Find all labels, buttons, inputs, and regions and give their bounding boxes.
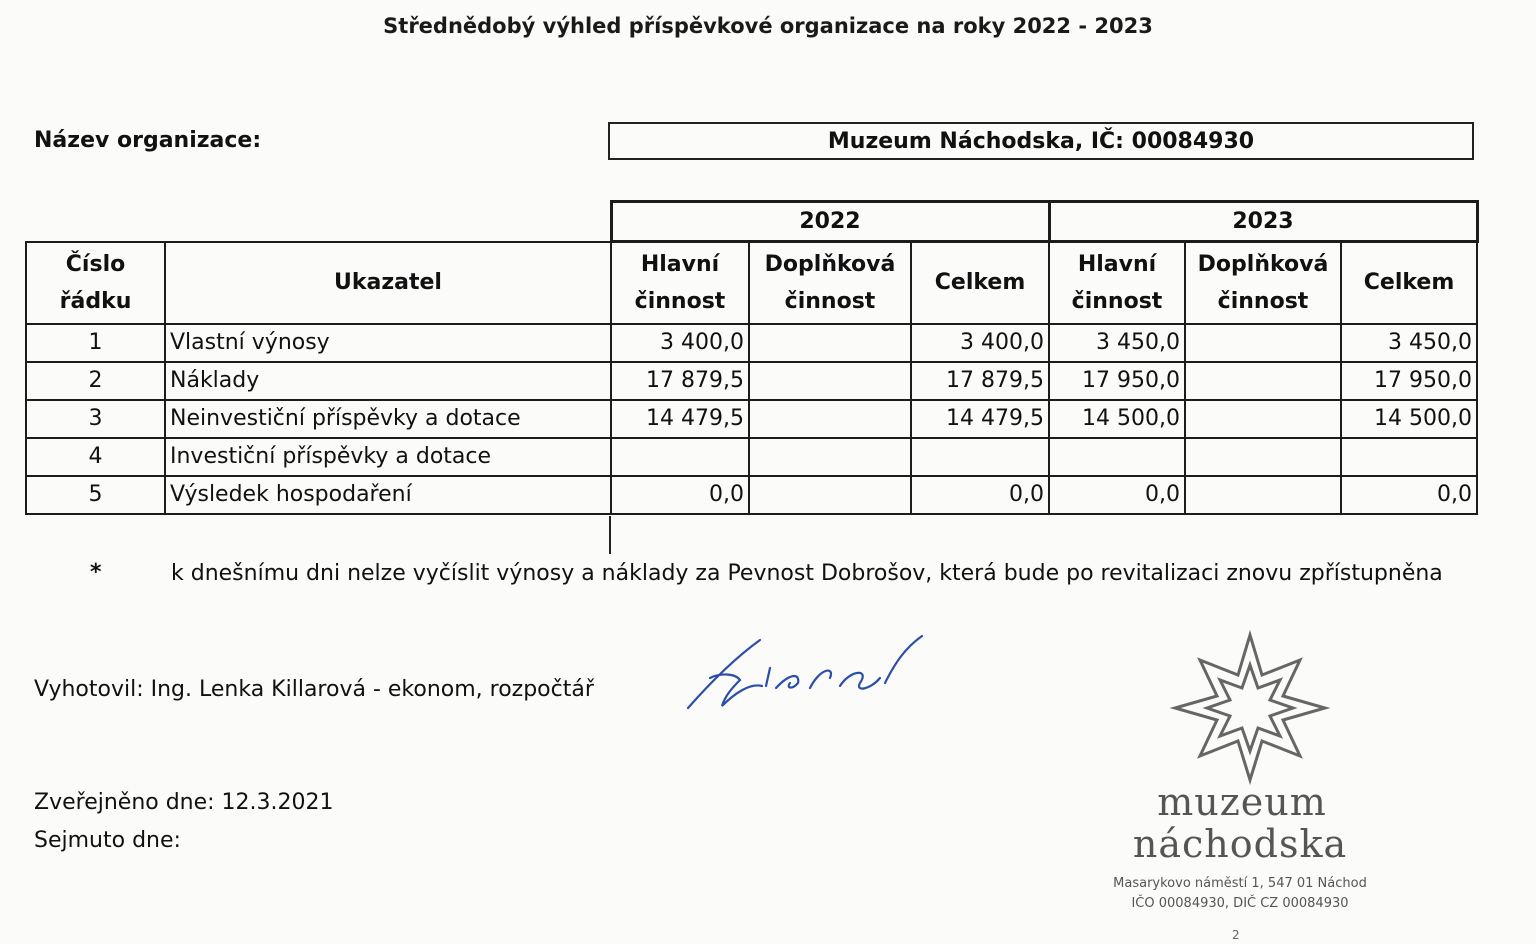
supp-header-line1: Doplňková	[1197, 251, 1329, 277]
cell-y2023-total: 3 450,0	[1341, 324, 1477, 362]
supp-header-line2: činnost	[1217, 288, 1309, 314]
cell-y2023-supp	[1185, 362, 1341, 400]
cell-y2023-supp	[1185, 400, 1341, 438]
cell-no: 2	[26, 362, 165, 400]
cell-y2022-main: 17 879,5	[611, 362, 749, 400]
budget-outlook-table	[25, 200, 1479, 515]
cell-y2022-main: 14 479,5	[611, 400, 749, 438]
cell-y2022-supp	[749, 362, 911, 400]
document-title: Střednědobý výhled příspěvkové organizace na roky 2022 - 2023	[383, 14, 1153, 38]
cell-no: 1	[26, 324, 165, 362]
year-header-2023: 2023	[1049, 202, 1477, 242]
cell-y2022-total: 0,0	[911, 476, 1049, 514]
stamp-ids: IČO 00084930, DIČ CZ 00084930	[1131, 896, 1349, 911]
cell-indicator: Výsledek hospodaření	[165, 476, 611, 514]
cell-y2023-main: 0,0	[1049, 476, 1185, 514]
cell-y2023-main	[1049, 438, 1185, 476]
cell-y2023-main: 17 950,0	[1049, 362, 1185, 400]
stamp-name-line1: muzeum	[1157, 780, 1327, 824]
column-header-row-number	[26, 242, 165, 324]
column-header-supp-2022	[749, 242, 911, 324]
cell-y2022-supp	[749, 324, 911, 362]
page-number: 2	[1232, 928, 1240, 942]
cell-y2023-main: 14 500,0	[1049, 400, 1185, 438]
cell-y2022-total	[911, 438, 1049, 476]
cell-y2022-supp	[749, 400, 911, 438]
cell-indicator: Investiční příspěvky a dotace	[165, 438, 611, 476]
table-row	[26, 324, 1477, 362]
cell-y2022-total: 17 879,5	[911, 362, 1049, 400]
removed-date: Sejmuto dne:	[34, 828, 181, 853]
table-extension-line	[609, 516, 611, 554]
supp-header-line2: činnost	[784, 288, 876, 314]
main-header-line1: Hlavní	[640, 251, 720, 277]
cell-y2023-total: 14 500,0	[1341, 400, 1477, 438]
column-header-total-2022: Celkem	[911, 242, 1049, 324]
cell-indicator: Náklady	[165, 362, 611, 400]
cell-y2023-main: 3 450,0	[1049, 324, 1185, 362]
main-header-line2: činnost	[1071, 288, 1163, 314]
organization-label: Název organizace:	[34, 128, 262, 153]
table-row	[26, 362, 1477, 400]
cell-no: 5	[26, 476, 165, 514]
main-header-line1: Hlavní	[1077, 251, 1157, 277]
main-header-line2: činnost	[634, 288, 726, 314]
stamp-address: Masarykovo náměstí 1, 547 01 Náchod	[1113, 876, 1367, 891]
row-number-header-line1: Číslo	[65, 251, 126, 277]
cell-y2023-total: 17 950,0	[1341, 362, 1477, 400]
cell-y2022-supp	[749, 438, 911, 476]
year-header-2022: 2022	[611, 202, 1049, 242]
cell-y2022-supp	[749, 476, 911, 514]
cell-y2022-total: 14 479,5	[911, 400, 1049, 438]
table-row	[26, 438, 1477, 476]
cell-no: 3	[26, 400, 165, 438]
cell-y2023-supp	[1185, 438, 1341, 476]
cell-y2022-main: 0,0	[611, 476, 749, 514]
cell-indicator: Neinvestiční příspěvky a dotace	[165, 400, 611, 438]
museum-logo-star-icon	[1165, 630, 1335, 785]
published-date: Zveřejněno dne: 12.3.2021	[34, 790, 334, 815]
footnote-text: k dnešnímu dni nelze vyčíslit výnosy a náklady za Pevnost Dobrošov, která bude po revitalizaci znovu zpřístupněna	[171, 561, 1443, 586]
column-header-supp-2023	[1185, 242, 1341, 324]
organization-name-box: Muzeum Náchodska, IČ: 00084930	[608, 122, 1474, 160]
table-row	[26, 476, 1477, 514]
footnote-marker: *	[90, 560, 102, 585]
row-number-header-line2: řádku	[59, 288, 132, 314]
supp-header-line1: Doplňková	[764, 251, 896, 277]
cell-y2022-main	[611, 438, 749, 476]
cell-y2023-total	[1341, 438, 1477, 476]
cell-y2023-supp	[1185, 324, 1341, 362]
cell-y2023-total: 0,0	[1341, 476, 1477, 514]
column-header-indicator: Ukazatel	[165, 242, 611, 324]
column-header-main-2023	[1049, 242, 1185, 324]
table-row	[26, 400, 1477, 438]
cell-indicator: Vlastní výnosy	[165, 324, 611, 362]
column-header-total-2023: Celkem	[1341, 242, 1477, 324]
prepared-by: Vyhotovil: Ing. Lenka Killarová - ekonom, rozpočtář	[34, 677, 594, 702]
cell-no: 4	[26, 438, 165, 476]
cell-y2023-supp	[1185, 476, 1341, 514]
cell-y2022-main: 3 400,0	[611, 324, 749, 362]
column-header-main-2022	[611, 242, 749, 324]
stamp-name-line2: náchodska	[1132, 822, 1348, 866]
cell-y2022-total: 3 400,0	[911, 324, 1049, 362]
handwritten-signature	[680, 628, 940, 718]
